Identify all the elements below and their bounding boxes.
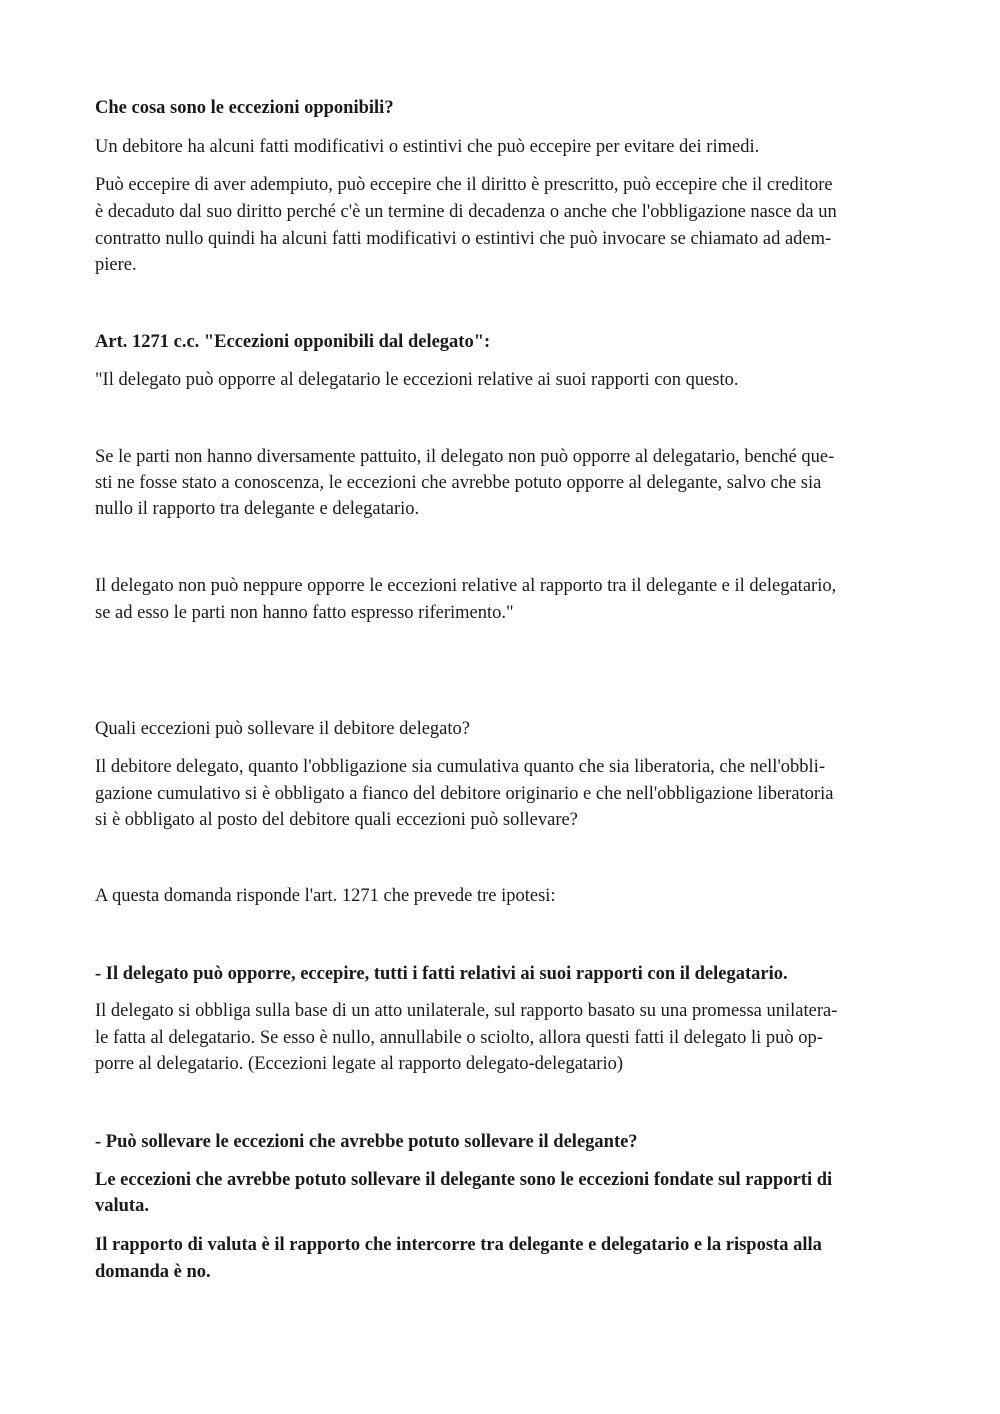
hypothesis-2-text-a-line-1: Le eccezioni che avrebbe potuto sollevare il delegante sono le eccezioni fondate sul rapporti di	[95, 1170, 833, 1190]
hypothesis-1-text-line-3: porre al delegatario. (Eccezioni legate al rapporto delegato-delegatario)	[95, 1054, 623, 1074]
article-text-3-line-2: se ad esso le parti non hanno fatto espresso riferimento."	[95, 603, 514, 623]
hypothesis-2-heading: - Può sollevare le eccezioni che avrebbe potuto sollevare il delegante?	[95, 1132, 638, 1152]
hypothesis-2-text-a-line-2: valuta.	[95, 1196, 149, 1216]
article-1271-heading: Art. 1271 c.c. "Eccezioni opponibili dal delegato":	[95, 332, 491, 352]
hypothesis-2-text-b-line-1: Il rapporto di valuta è il rapporto che intercorre tra delegante e delegatario e la risposta alla	[95, 1235, 822, 1255]
article-text-2-line-1: Se le parti non hanno diversamente pattuito, il delegato non può opporre al delegatario, benché que-	[95, 447, 835, 467]
paragraph-eccepire-line-2: è decaduto dal suo diritto perché c'è un termine di decadenza o anche che l'obbligazione nasce da un	[95, 202, 837, 222]
paragraph-delegato-line-2: gazione cumulativo si è obbligato a fianco del debitore originario e che nell'obbligazione liberatoria	[95, 784, 834, 804]
question-eccezioni-heading: Che cosa sono le eccezioni opponibili?	[95, 98, 394, 118]
hypothesis-1-heading: - Il delegato può opporre, eccepire, tutti i fatti relativi ai suoi rapporti con il delegatario.	[95, 964, 788, 984]
article-text-3-line-1: Il delegato non può neppure opporre le eccezioni relative al rapporto tra il delegante e il delegatario,	[95, 576, 837, 596]
paragraph-delegato-line-3: si è obbligato al posto del debitore quali eccezioni può sollevare?	[95, 810, 578, 830]
paragraph-debitore: Un debitore ha alcuni fatti modificativi o estintivi che può eccepire per evitare dei rimedi.	[95, 137, 760, 157]
hypothesis-1-text-line-1: Il delegato si obbliga sulla base di un atto unilaterale, sul rapporto basato su una promessa unilatera-	[95, 1001, 838, 1021]
paragraph-eccepire-line-1: Può eccepire di aver adempiuto, può eccepire che il diritto è prescritto, può eccepire che il creditore	[95, 175, 833, 195]
article-text-line-1: "Il delegato può opporre al delegatario le eccezioni relative ai suoi rapporti con questo.	[95, 370, 739, 390]
article-text-2-line-2: sti ne fosse stato a conoscenza, le eccezioni che avrebbe potuto opporre al delegante, salvo che sia	[95, 473, 822, 493]
paragraph-eccepire-line-4: piere.	[95, 255, 137, 275]
paragraph-delegato-line-1: Il debitore delegato, quanto l'obbligazione sia cumulativa quanto che sia liberatoria, che nell'obbli-	[95, 757, 825, 777]
hypothesis-1-text-line-2: le fatta al delegatario. Se esso è nullo, annullabile o sciolto, allora questi fatti il delegato li può op-	[95, 1028, 823, 1048]
paragraph-risponde: A questa domanda risponde l'art. 1271 che prevede tre ipotesi:	[95, 886, 556, 906]
paragraph-eccepire-line-3: contratto nullo quindi ha alcuni fatti modificativi o estintivi che può invocare se chiamato ad adem-	[95, 229, 832, 249]
hypothesis-2-text-b-line-2: domanda è no.	[95, 1262, 211, 1282]
question-quali-eccezioni: Quali eccezioni può sollevare il debitore delegato?	[95, 719, 470, 739]
article-text-2-line-3: nullo il rapporto tra delegante e delegatario.	[95, 499, 420, 519]
